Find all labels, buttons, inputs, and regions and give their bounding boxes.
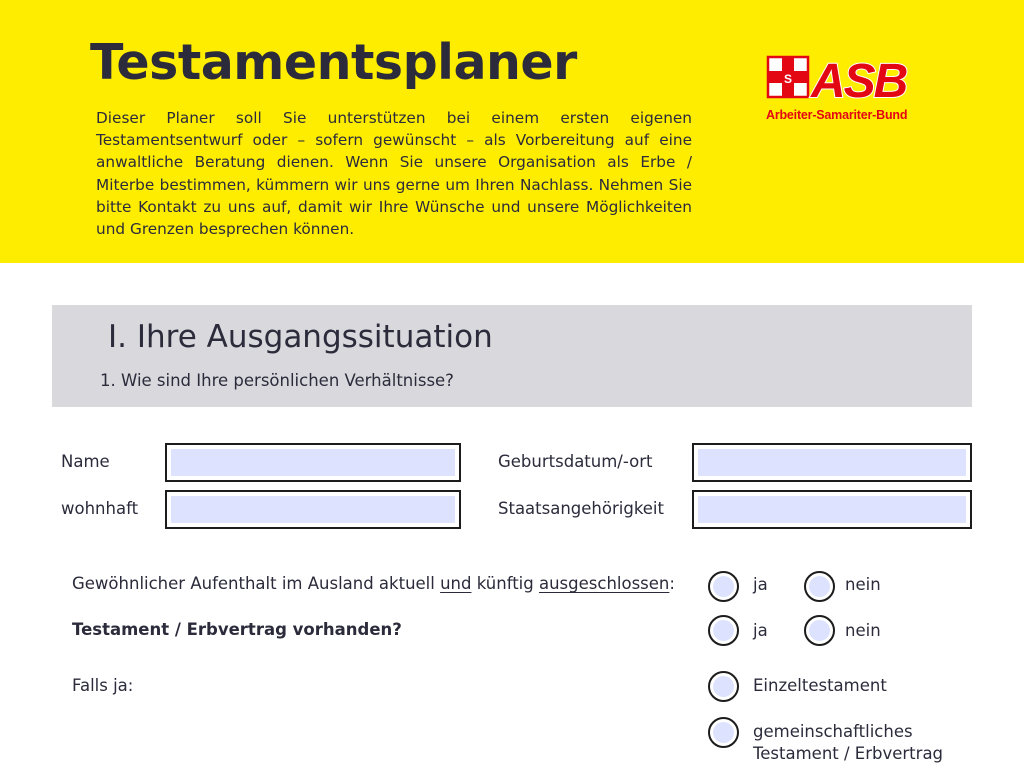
residence-input[interactable] [171, 496, 455, 523]
intro-text: Dieser Planer soll Sie unterstützen bei einem ersten eigenen Testamentsentwurf oder – sofern gewünscht – als Vorbereitung auf eine anwaltliche Beratung dienen. Wenn Sie unsere Organisation als Erbe / Miterbe bestimmen, kümmern wir uns gerne um Ihren Nachlass. Nehmen Sie bitte Kontakt zu uns auf, damit wir Ihre Wünsche und unsere Möglichkeiten und Grenzen besprechen können. [96, 109, 692, 239]
abroad-text-3: künftig [471, 574, 539, 593]
name-label: Name [61, 452, 110, 471]
abroad-text-und: und [440, 574, 472, 593]
page-title: Testamentsplaner [90, 34, 577, 91]
testament-yes-label: ja [753, 621, 768, 640]
residence-field[interactable] [165, 490, 461, 529]
single-testament-label: Einzeltestament [753, 676, 887, 695]
svg-text:S: S [783, 72, 793, 86]
residence-label: wohnhaft [61, 499, 139, 518]
testament-no-radio[interactable] [804, 615, 835, 646]
joint-testament-line1: gemeinschaftliches [753, 722, 913, 741]
nationality-input[interactable] [698, 496, 966, 523]
section-subtitle: 1. Wie sind Ihre persönlichen Verhältnisse? [100, 371, 454, 390]
section-header [52, 305, 972, 407]
single-testament-radio[interactable] [708, 671, 739, 702]
if-yes-label: Falls ja: [72, 676, 134, 695]
nationality-field[interactable] [692, 490, 972, 529]
abroad-yes-label: ja [753, 575, 768, 594]
abroad-no-radio[interactable] [804, 571, 835, 602]
logo-wordmark: ASB [811, 55, 907, 108]
abroad-text-ausgeschlossen: ausgeschlossen [538, 574, 670, 593]
testament-no-label: nein [845, 621, 881, 640]
abroad-question [72, 574, 675, 593]
testament-yes-radio[interactable] [708, 615, 739, 646]
abroad-yes-radio[interactable] [708, 571, 739, 602]
birth-field[interactable] [692, 443, 972, 482]
abroad-text-1: Gewöhnlicher Aufenthalt im Ausland aktuell [72, 574, 441, 593]
header-banner [0, 0, 1024, 263]
joint-testament-label [753, 721, 943, 765]
abroad-no-label: nein [845, 575, 881, 594]
nationality-label: Staatsangehörigkeit [498, 499, 664, 518]
abroad-text-colon: : [669, 574, 675, 593]
section-title: I. Ihre Ausgangssituation [108, 319, 493, 355]
name-input[interactable] [171, 449, 455, 476]
testament-question: Testament / Erbvertrag vorhanden? [72, 620, 402, 639]
name-field[interactable] [165, 443, 461, 482]
joint-testament-radio[interactable] [708, 717, 739, 748]
birth-label: Geburtsdatum/-ort [498, 452, 653, 471]
logo-tagline: Arbeiter-Samariter-Bund [766, 108, 908, 122]
birth-input[interactable] [698, 449, 966, 476]
joint-testament-line2: Testament / Erbvertrag [753, 744, 944, 763]
